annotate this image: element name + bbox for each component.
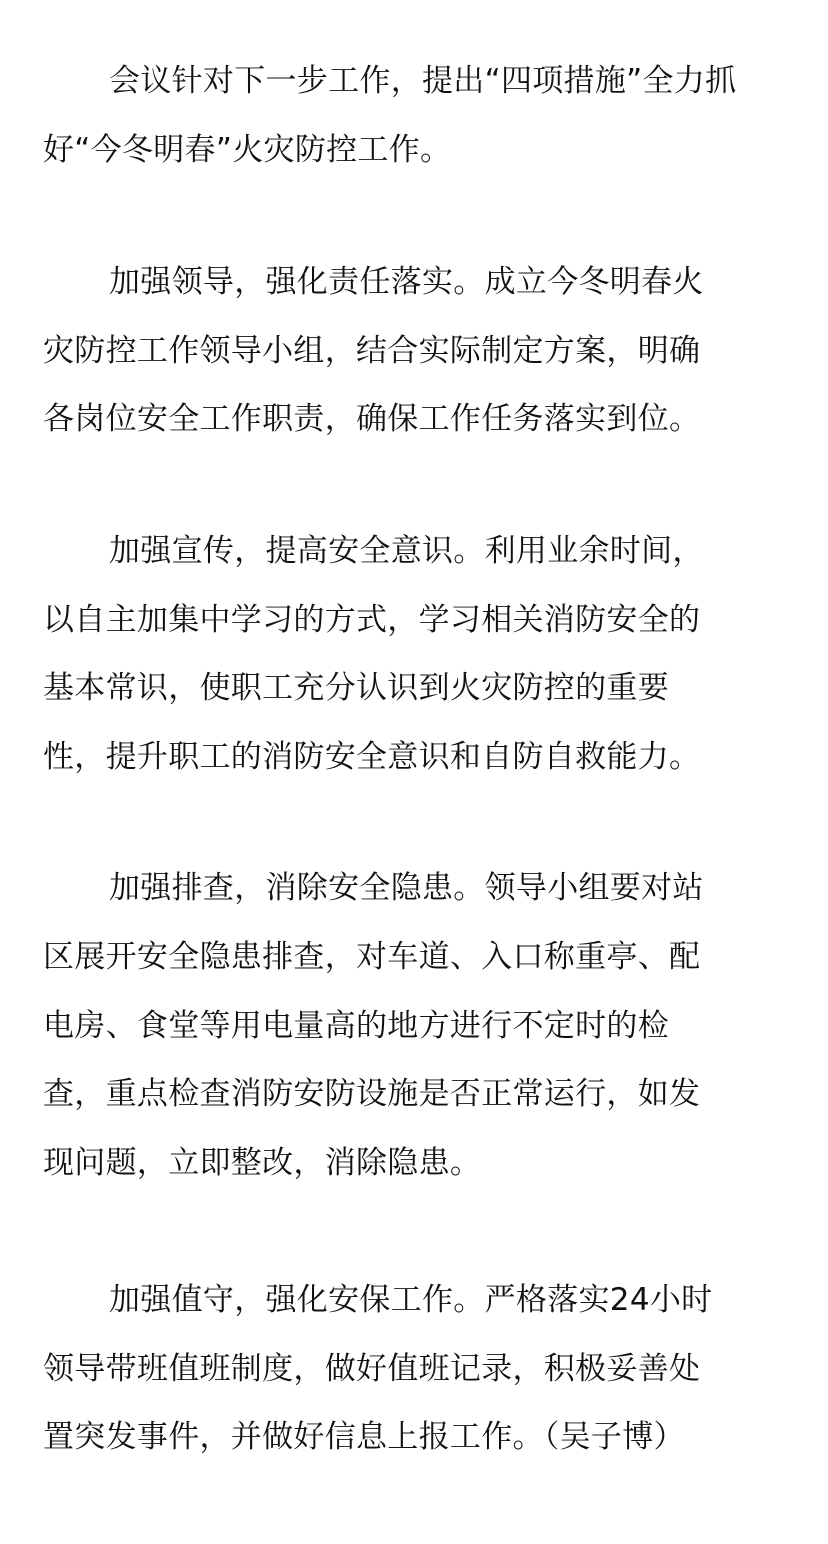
paragraph-1-line-1: 会议针对下一步工作，提出“四项措施”全力抓 (109, 63, 737, 99)
paragraph-2-line-3: 各岗位安全工作职责，确保工作任务落实到位。 (43, 401, 701, 437)
paragraph-3-line-1: 加强宣传，提高安全意识。利用业余时间， (109, 533, 704, 569)
paragraph-4-line-5: 现问题，立即整改，消除隐患。 (43, 1145, 482, 1181)
paragraph-2-line-2: 灾防控工作领导小组，结合实际制定方案，明确 (43, 333, 701, 369)
paragraph-4-line-1: 加强排查，消除安全隐患。领导小组要对站 (109, 870, 704, 906)
paragraph-5-line-3: 置突发事件，并做好信息上报工作。（吴子博） (43, 1419, 685, 1455)
paragraph-5-line-2: 领导带班值班制度，做好值班记录，积极妥善处 (43, 1351, 701, 1387)
paragraph-2-line-1: 加强领导，强化责任落实。成立今冬明春火 (109, 264, 704, 300)
paragraph-4-line-4: 查，重点检查消防安防设施是否正常运行，如发 (43, 1076, 701, 1112)
paragraph-1-line-2: 好“今冬明春”火灾防控工作。 (43, 132, 452, 168)
paragraph-3-line-3: 基本常识，使职工充分认识到火灾防控的重要 (43, 670, 669, 706)
paragraph-3-line-4: 性，提升职工的消防安全意识和自防自救能力。 (43, 739, 701, 775)
paragraph-4-line-3: 电房、食堂等用电量高的地方进行不定时的检 (43, 1008, 669, 1044)
paragraph-4-line-2: 区展开安全隐患排查，对车道、入口称重亭、配 (43, 939, 701, 975)
paragraph-3-line-2: 以自主加集中学习的方式，学习相关消防安全的 (43, 602, 701, 638)
paragraph-5-line-1: 加强值守，强化安保工作。严格落实24小时 (109, 1282, 713, 1318)
